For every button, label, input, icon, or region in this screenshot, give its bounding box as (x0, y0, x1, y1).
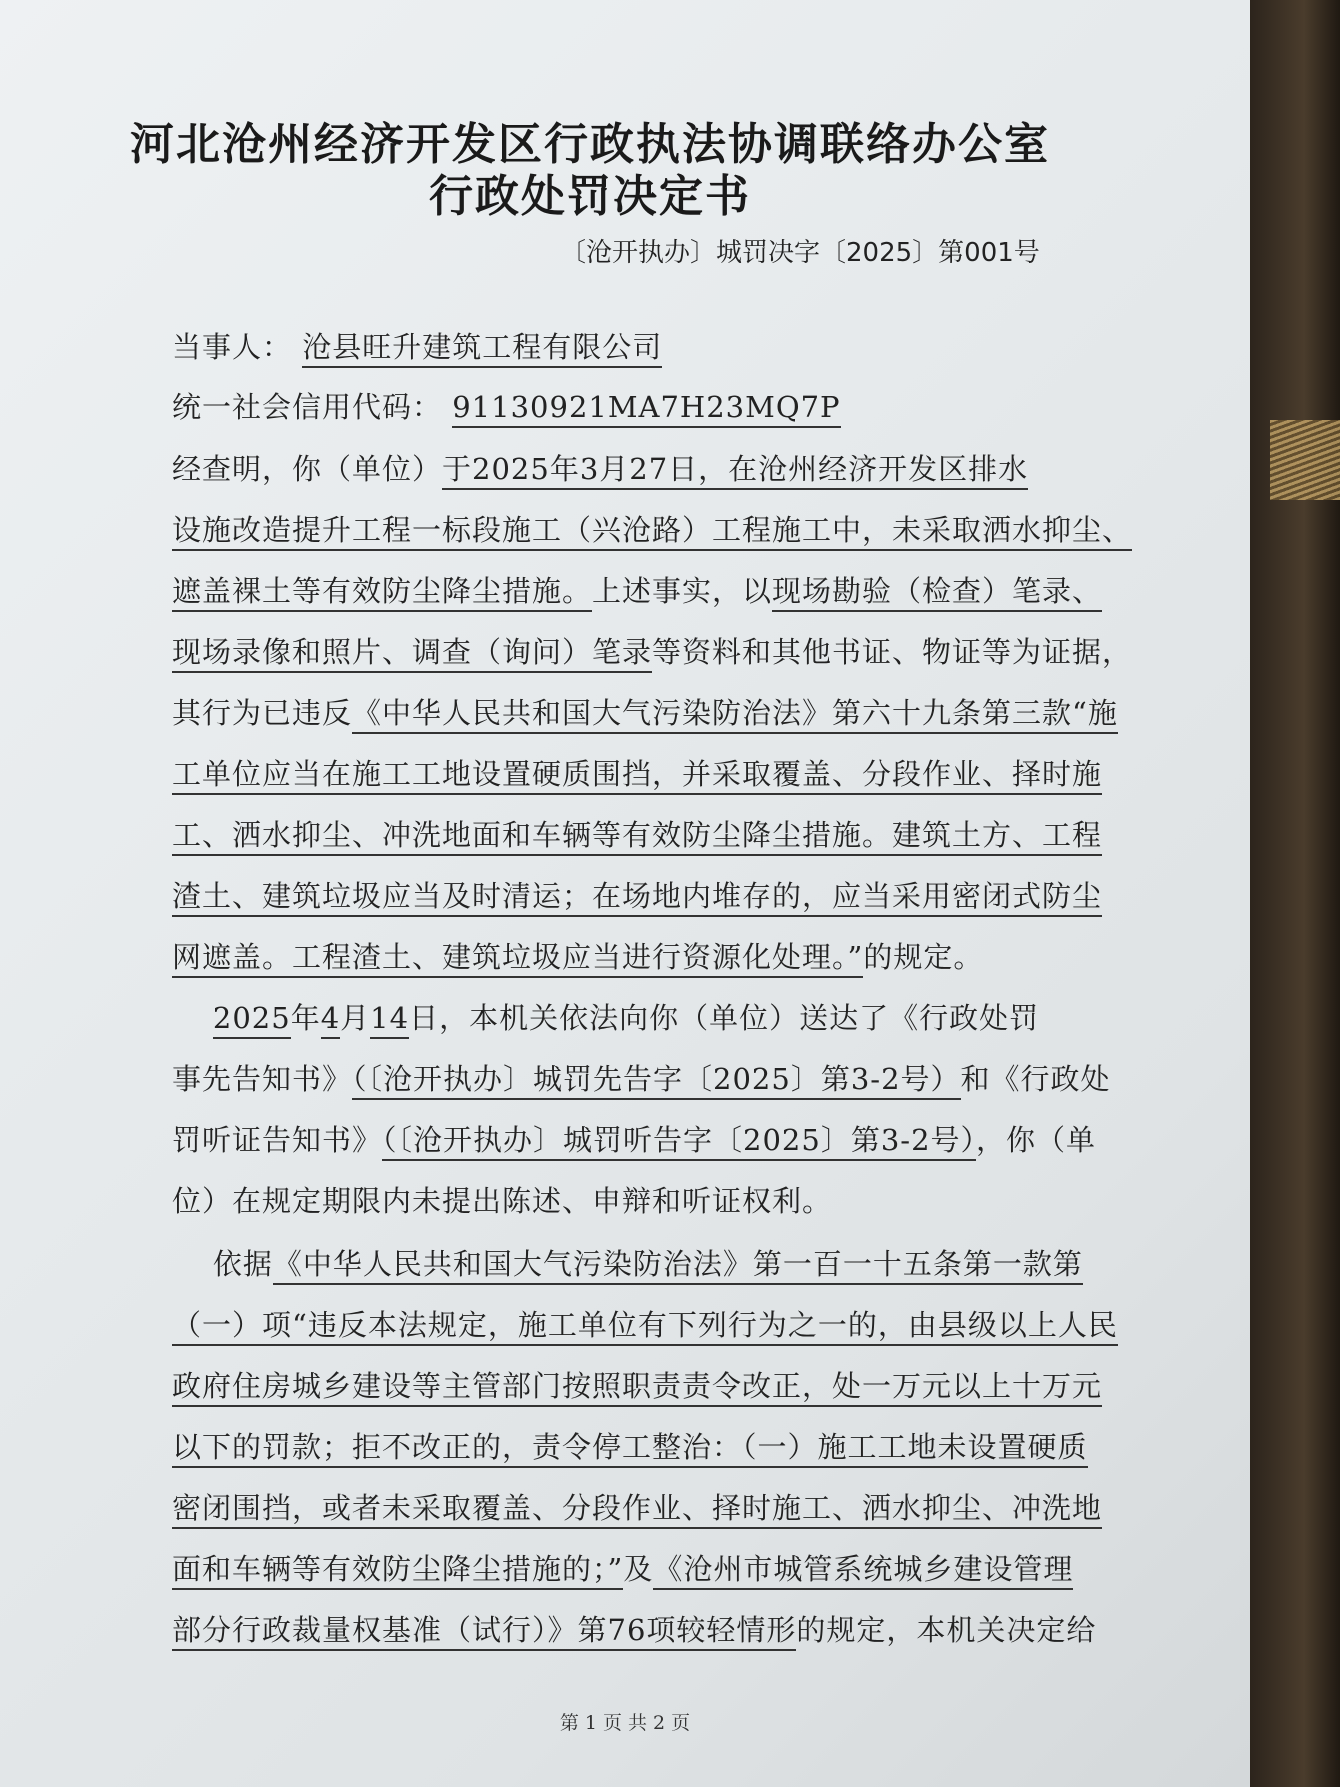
underlined-segment: 遮盖裸土等有效防尘降尘措施。 (172, 574, 592, 612)
underlined-segment: （〔沧开执办〕城罚先告字〔2025〕第3-2号） (352, 1062, 961, 1100)
underlined-segment: （〔沧开执办〕城罚听告字〔2025〕第3-2号） (382, 1123, 976, 1161)
body-line (172, 1118, 1096, 1159)
body-line (172, 1608, 1096, 1649)
body-line (172, 1486, 1102, 1527)
body-line (172, 813, 1102, 854)
body-line (172, 1242, 1083, 1283)
underlined-segment: 设施改造提升工程一标段施工（兴沧路）工程施工中，未采取洒水抑尘、 (172, 513, 1132, 551)
body-line (172, 1057, 1111, 1098)
underlined-segment: （一）项“违反本法规定，施工单位有下列行为之一的，由县级以上人民 (172, 1308, 1118, 1346)
body-line (172, 1547, 1073, 1588)
underlined-segment: 渣土、建筑垃圾应当及时清运；在场地内堆存的，应当采用密闭式防尘 (172, 879, 1102, 917)
body-line (172, 874, 1102, 915)
document-title-line2: 行政处罚决定书 (429, 171, 751, 222)
binding-coil (1270, 420, 1340, 500)
text-segment: 其行为已违反 (172, 696, 353, 730)
body-line (172, 508, 1132, 549)
text-segment: 依据 (172, 1247, 273, 1281)
body-line (172, 752, 1102, 793)
underlined-segment: 现场录像和照片、调查（询问）笔录 (172, 635, 652, 673)
underlined-segment: 工单位应当在施工工地设置硬质围挡，并采取覆盖、分段作业、择时施 (172, 757, 1102, 795)
document-number: 〔沧开执办〕城罚决字〔2025〕第001号 (560, 238, 1040, 268)
date-month: 4 (321, 1001, 340, 1039)
text-segment: 的规定，本机关决定给 (796, 1613, 1097, 1647)
credit-code-line (172, 385, 841, 426)
underlined-segment: 政府住房城乡建设等主管部门按照职责责令改正，处一万元以上十万元 (172, 1369, 1102, 1407)
body-line (172, 996, 1039, 1037)
underlined-segment: 《中华人民共和国大气污染防治法》第六十九条第三款“施 (352, 696, 1118, 734)
text-segment: 月 (340, 1001, 371, 1035)
document-title-line1: 河北沧州经济开发区行政执法协调联络办公室 (130, 119, 1050, 170)
body-line (172, 447, 1028, 488)
body-line (172, 1364, 1102, 1405)
text-segment: 年 (290, 1001, 321, 1035)
underlined-segment: 现场勘验（检查）笔录、 (772, 574, 1102, 612)
body-line (172, 630, 1132, 671)
underlined-segment: 《中华人民共和国大气污染防治法》第一百一十五条第一款第 (273, 1247, 1083, 1285)
body-line (172, 935, 983, 976)
page-footer: 第 1 页 共 2 页 (559, 1712, 691, 1734)
underlined-segment: 网遮盖。工程渣土、建筑垃圾应当进行资源化处理。” (172, 940, 863, 978)
underlined-segment: 于2025年3月27日，在沧州经济开发区排水 (442, 452, 1028, 490)
text-segment: 上述事实，以 (592, 574, 773, 608)
underlined-segment: 部分行政裁量权基准（试行）》第76项较轻情形 (172, 1613, 796, 1651)
party-line (172, 325, 662, 366)
text-segment: 事先告知书》 (172, 1062, 353, 1096)
text-segment: 经查明，你（单位） (172, 452, 443, 486)
body-line (172, 1303, 1118, 1344)
text-segment: 等资料和其他书证、物证等为证据， (652, 635, 1133, 669)
text-segment: 的规定。 (863, 940, 984, 974)
underlined-segment: 工、洒水抑尘、冲洗地面和车辆等有效防尘降尘措施。建筑土方、工程 (172, 818, 1102, 856)
text-segment: 罚听证告知书》 (172, 1123, 383, 1157)
body-line (172, 1179, 832, 1220)
body-line (172, 569, 1102, 610)
text-segment: 和《行政处 (960, 1062, 1111, 1096)
date-year: 2025 (213, 1001, 291, 1039)
underlined-segment: 密闭围挡，或者未采取覆盖、分段作业、择时施工、洒水抑尘、冲洗地 (172, 1491, 1102, 1529)
text-segment (172, 1001, 213, 1035)
party-value: 沧县旺升建筑工程有限公司 (302, 330, 662, 368)
underlined-segment: 《沧州市城管系统城乡建设管理 (653, 1552, 1073, 1590)
credit-code-value: 91130921MA7H23MQ7P (452, 390, 840, 428)
underlined-segment: 面和车辆等有效防尘降尘措施的；” (172, 1552, 623, 1590)
party-label: 当事人： (172, 330, 293, 364)
date-day: 14 (370, 1001, 409, 1039)
body-line (172, 1425, 1088, 1466)
text-segment: 及 (623, 1552, 654, 1586)
credit-code-label: 统一社会信用代码： (172, 390, 443, 424)
text-segment: ，你（单 (976, 1123, 1097, 1157)
text-segment: 位）在规定期限内未提出陈述、申辩和听证权利。 (172, 1184, 833, 1218)
background-edge (1250, 0, 1340, 1787)
text-segment: 日，本机关依法向你（单位）送达了《行政处罚 (409, 1001, 1040, 1035)
underlined-segment: 以下的罚款；拒不改正的，责令停工整治：（一）施工工地未设置硬质 (172, 1430, 1088, 1468)
body-line (172, 691, 1118, 732)
